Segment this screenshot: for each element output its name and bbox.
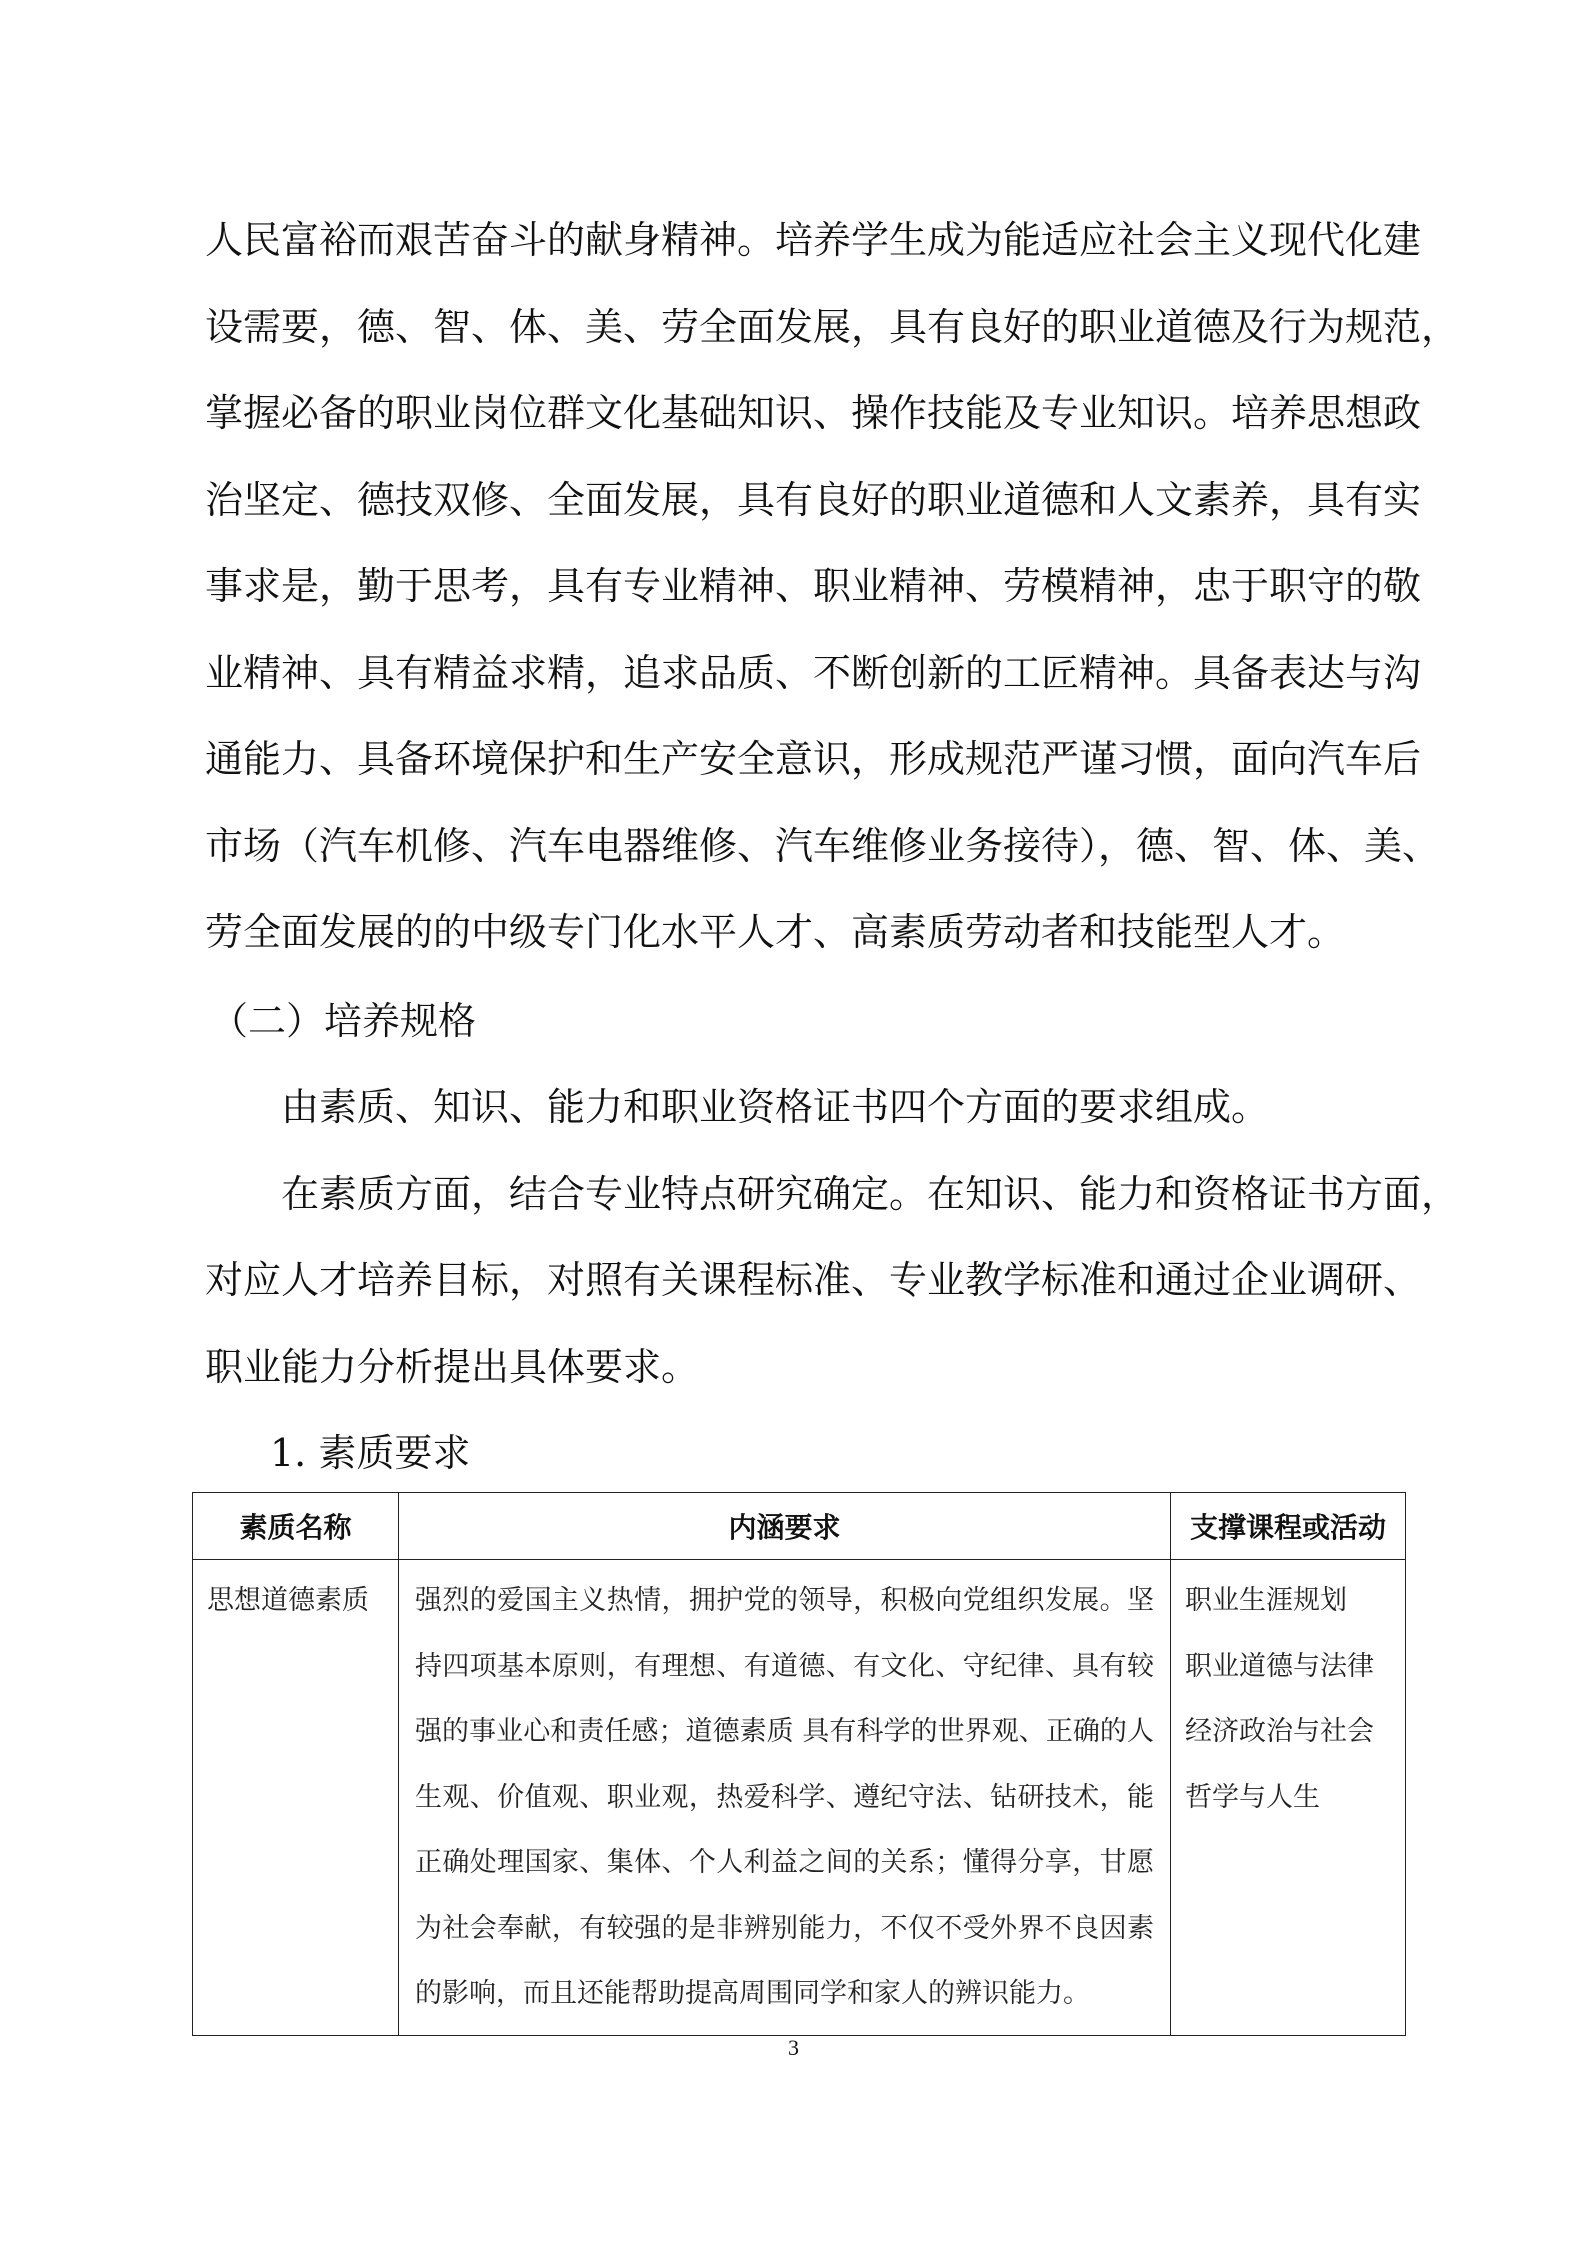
intro-line: 掌握必备的职业岗位群文化基础知识、操作技能及专业知识。培养思想政: [205, 391, 1422, 435]
intro-line: 事求是，勤于思考，具有专业精神、职业精神、劳模精神，忠于职守的敬: [205, 564, 1422, 608]
section-heading: （二）培养规格: [210, 999, 477, 1043]
subsection-heading: 1. 素质要求: [270, 1431, 471, 1475]
intro-paragraph: [205, 197, 1460, 976]
intro-line: 治坚定、德技双修、全面发展，具有良好的职业道德和人文素养，具有实: [205, 477, 1422, 522]
table-row: [193, 1560, 1406, 2036]
header-quality-name: 素质名称: [193, 1493, 399, 1560]
composition-paragraph: 由素质、知识、能力和职业资格证书四个方面的要求组成。: [281, 1085, 1270, 1129]
content-cell: 强烈的爱国主义热情，拥护党的领导，积极向党组织发展。坚持四项基本原则，有理想、有道德、有文化、守纪律、具有较强的事业心和责任感；道德素质 具有科学的世界观、正确的人生观、价值观、职业观，热爱科学、遵纪守法、钻研技术，能正确处理国家、集体、个人利益之间的关系；懂得分享，甘愿为社会奉献，有较强的是非辨别能力，不仅不受外界不良因素的影响，而且还能帮助提高周围同学和家人的辨识能力。: [399, 1560, 1171, 2036]
intro-line: 设需要，德、智、体、美、劳全面发展，具有良好的职业道德及行为规范，: [205, 304, 1460, 349]
intro-line: 通能力、具备环境保护和生产安全意识，形成规范严谨习惯，面向汽车后: [205, 737, 1422, 781]
courses-cell: [1171, 1560, 1406, 2036]
course-item: 哲学与人生: [1185, 1781, 1320, 1813]
quality-name-cell: 思想道德素质: [193, 1560, 399, 2036]
quality-requirements-table: [192, 1492, 1406, 2036]
method-line: 职业能力分析提出具体要求。: [205, 1344, 700, 1389]
header-supporting-courses: 支撑课程或活动: [1171, 1493, 1406, 1560]
page-number: 3: [788, 2035, 799, 2060]
course-item: 经济政治与社会: [1185, 1716, 1374, 1747]
method-line: 在素质方面，结合专业特点研究确定。在知识、能力和资格证书方面，: [281, 1171, 1460, 1216]
method-line: 对应人才培养目标，对照有关课程标准、专业教学标准和通过企业调研、: [205, 1258, 1422, 1302]
intro-line: 业精神、具有精益求精，追求品质、不断创新的工匠精神。具备表达与沟: [205, 650, 1422, 695]
course-item: 职业道德与法律: [1185, 1650, 1374, 1682]
table-header-row: [193, 1493, 1406, 1560]
intro-line: 市场（汽车机修、汽车电器维修、汽车维修业务接待），德、智、体、美、: [205, 823, 1441, 868]
course-item: 职业生涯规划: [1185, 1585, 1347, 1616]
intro-line: 劳全面发展的的中级专门化水平人才、高素质劳动者和技能型人才。: [205, 910, 1346, 954]
header-content-requirements: 内涵要求: [399, 1493, 1171, 1560]
intro-line: 人民富裕而艰苦奋斗的献身精神。培养学生成为能适应社会主义现代化建: [205, 218, 1422, 262]
specification-paragraphs: [205, 1064, 1460, 1410]
